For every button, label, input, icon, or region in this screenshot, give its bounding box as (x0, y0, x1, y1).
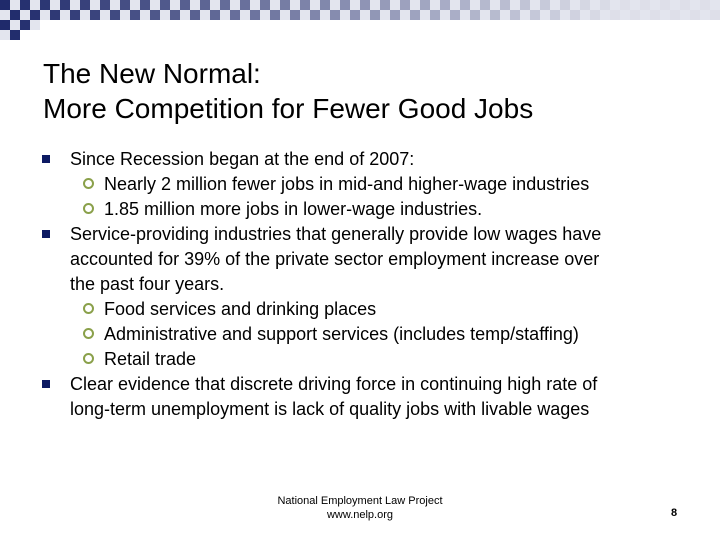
sub-list-item-text: 1.85 million more jobs in lower-wage industries. (104, 199, 483, 219)
checker-cell (90, 0, 100, 10)
list-item-text: Clear evidence that discrete driving force in continuing high rate of (70, 374, 598, 394)
checker-cell (590, 10, 600, 20)
list-item-text: long-term unemployment is lack of quality jobs with livable wages (70, 399, 590, 419)
sub-list-item (70, 173, 710, 195)
checker-cell (680, 0, 690, 10)
checker-cell (530, 0, 540, 10)
checker-cell (150, 0, 160, 10)
list-item-text: Since Recession began at the end of 2007: (70, 149, 415, 169)
checker-cell (670, 10, 680, 20)
checker-cell (330, 10, 340, 20)
checker-cell (490, 10, 500, 20)
checker-cell (240, 10, 250, 20)
checker-cell (700, 0, 710, 10)
checker-cell (10, 10, 20, 20)
sub-list-item-text: Nearly 2 million fewer jobs in mid-and higher-wage industries (104, 174, 590, 194)
checker-cell (40, 0, 50, 10)
page-title (43, 56, 703, 126)
checker-cell (620, 0, 630, 10)
sub-list-item (70, 348, 710, 370)
checker-cell (230, 0, 240, 10)
checker-cell (50, 0, 60, 10)
checker-cell (530, 10, 540, 20)
checker-cell (100, 0, 110, 10)
checker-cell (390, 10, 400, 20)
square-bullet-icon (42, 155, 50, 163)
checker-cell (690, 0, 700, 10)
checker-cell (120, 10, 130, 20)
checker-cell (20, 10, 30, 20)
checker-cell (170, 0, 180, 10)
checker-cell (540, 10, 550, 20)
checker-cell (560, 0, 570, 10)
checker-cell (650, 0, 660, 10)
checker-cell (610, 10, 620, 20)
checker-cell (450, 0, 460, 10)
checker-cell (30, 0, 40, 10)
checker-cell (80, 10, 90, 20)
checker-cell (200, 10, 210, 20)
checker-cell (150, 10, 160, 20)
checker-cell (70, 10, 80, 20)
checker-cell (620, 10, 630, 20)
circle-bullet-icon (83, 328, 94, 339)
checker-cell (590, 0, 600, 10)
checker-cell (230, 10, 240, 20)
checker-cell (140, 0, 150, 10)
checker-cell (60, 0, 70, 10)
checker-cell (300, 10, 310, 20)
checker-pattern-decoration (0, 0, 720, 60)
checker-cell (510, 0, 520, 10)
checker-cell (280, 10, 290, 20)
checker-cell (450, 10, 460, 20)
checker-cell (430, 0, 440, 10)
checker-cell (140, 10, 150, 20)
checker-cell (160, 10, 170, 20)
checker-cell (170, 10, 180, 20)
checker-cell (670, 0, 680, 10)
checker-cell (600, 10, 610, 20)
checker-cell (500, 0, 510, 10)
checker-cell (510, 10, 520, 20)
checker-cell (330, 0, 340, 10)
page-number: 8 (670, 507, 678, 519)
checker-cell (240, 0, 250, 10)
checker-cell (540, 0, 550, 10)
checker-cell (10, 20, 20, 30)
checker-cell (420, 10, 430, 20)
circle-bullet-icon (83, 303, 94, 314)
checker-cell (570, 10, 580, 20)
sub-list-item-text: Retail trade (104, 349, 197, 369)
checker-cell (550, 10, 560, 20)
checker-cell (650, 10, 660, 20)
checker-cell (410, 10, 420, 20)
checker-cell (260, 0, 270, 10)
checker-cell (160, 0, 170, 10)
sub-list-item-text: Food services and drinking places (104, 299, 377, 319)
checker-cell (130, 0, 140, 10)
checker-cell (270, 0, 280, 10)
checker-cell (30, 10, 40, 20)
checker-cell (220, 0, 230, 10)
slide-body (70, 148, 710, 423)
checker-cell (440, 0, 450, 10)
checker-cell (120, 0, 130, 10)
checker-cell (610, 0, 620, 10)
checker-cell (500, 10, 510, 20)
checker-cell (300, 0, 310, 10)
checker-cell (190, 10, 200, 20)
checker-cell (250, 10, 260, 20)
checker-cell (630, 0, 640, 10)
checker-cell (640, 10, 650, 20)
checker-cell (380, 0, 390, 10)
checker-cell (0, 20, 10, 30)
checker-cell (400, 0, 410, 10)
checker-cell (310, 0, 320, 10)
checker-cell (110, 0, 120, 10)
checker-cell (280, 0, 290, 10)
checker-cell (50, 10, 60, 20)
circle-bullet-icon (83, 178, 94, 189)
checker-cell (710, 10, 720, 20)
checker-cell (680, 10, 690, 20)
sub-list-item-text: Administrative and support services (includes temp/staffing) (104, 324, 579, 344)
checker-cell (700, 10, 710, 20)
checker-cell (210, 10, 220, 20)
title-line-1: The New Normal: (43, 58, 261, 89)
checker-cell (370, 10, 380, 20)
checker-cell (40, 10, 50, 20)
square-bullet-icon (42, 380, 50, 388)
checker-cell (660, 0, 670, 10)
checker-cell (490, 0, 500, 10)
checker-cell (560, 10, 570, 20)
checker-cell (380, 10, 390, 20)
checker-cell (10, 0, 20, 10)
checker-cell (90, 10, 100, 20)
checker-cell (200, 0, 210, 10)
checker-cell (190, 0, 200, 10)
checker-cell (80, 0, 90, 10)
checker-cell (10, 30, 20, 40)
checker-cell (420, 0, 430, 10)
footer (240, 494, 480, 522)
checker-cell (0, 10, 10, 20)
checker-cell (390, 0, 400, 10)
checker-cell (570, 0, 580, 10)
square-bullet-icon (42, 230, 50, 238)
checker-cell (320, 0, 330, 10)
checker-cell (20, 0, 30, 10)
checker-cell (350, 0, 360, 10)
checker-cell (400, 10, 410, 20)
checker-cell (340, 10, 350, 20)
circle-bullet-icon (83, 203, 94, 214)
checker-cell (580, 0, 590, 10)
checker-cell (60, 10, 70, 20)
checker-cell (350, 10, 360, 20)
checker-cell (130, 10, 140, 20)
list-item (70, 223, 710, 370)
checker-cell (100, 10, 110, 20)
checker-cell (640, 0, 650, 10)
checker-cell (360, 10, 370, 20)
checker-cell (630, 10, 640, 20)
list-item (70, 373, 710, 420)
list-item-text: accounted for 39% of the private sector employment increase over (70, 249, 600, 269)
checker-cell (210, 0, 220, 10)
checker-cell (290, 10, 300, 20)
checker-cell (340, 0, 350, 10)
checker-cell (70, 0, 80, 10)
checker-cell (660, 10, 670, 20)
checker-cell (710, 0, 720, 10)
checker-cell (600, 0, 610, 10)
checker-cell (460, 0, 470, 10)
checker-cell (690, 10, 700, 20)
checker-cell (20, 20, 30, 30)
checker-cell (470, 0, 480, 10)
checker-cell (310, 10, 320, 20)
checker-cell (220, 10, 230, 20)
title-line-2: More Competition for Fewer Good Jobs (43, 93, 534, 124)
checker-cell (110, 10, 120, 20)
footer-website: www.nelp.org (326, 509, 394, 521)
checker-cell (260, 10, 270, 20)
checker-cell (270, 10, 280, 20)
list-item (70, 148, 710, 220)
checker-cell (480, 10, 490, 20)
checker-cell (370, 0, 380, 10)
checker-cell (520, 0, 530, 10)
sub-list-item (70, 298, 710, 320)
checker-cell (520, 10, 530, 20)
checker-cell (470, 10, 480, 20)
checker-cell (430, 10, 440, 20)
checker-cell (0, 30, 10, 40)
footer-organization: National Employment Law Project (277, 495, 443, 507)
list-item-text: the past four years. (70, 274, 225, 294)
checker-cell (290, 0, 300, 10)
checker-cell (180, 0, 190, 10)
checker-cell (480, 0, 490, 10)
checker-cell (580, 10, 590, 20)
list-item-text: Service-providing industries that generally provide low wages have (70, 224, 602, 244)
checker-cell (30, 20, 40, 30)
circle-bullet-icon (83, 353, 94, 364)
checker-cell (440, 10, 450, 20)
checker-cell (250, 0, 260, 10)
checker-cell (320, 10, 330, 20)
sub-list-item (70, 198, 710, 220)
checker-cell (180, 10, 190, 20)
checker-cell (0, 0, 10, 10)
checker-cell (360, 0, 370, 10)
sub-list-item (70, 323, 710, 345)
checker-cell (550, 0, 560, 10)
checker-cell (410, 0, 420, 10)
checker-cell (460, 10, 470, 20)
